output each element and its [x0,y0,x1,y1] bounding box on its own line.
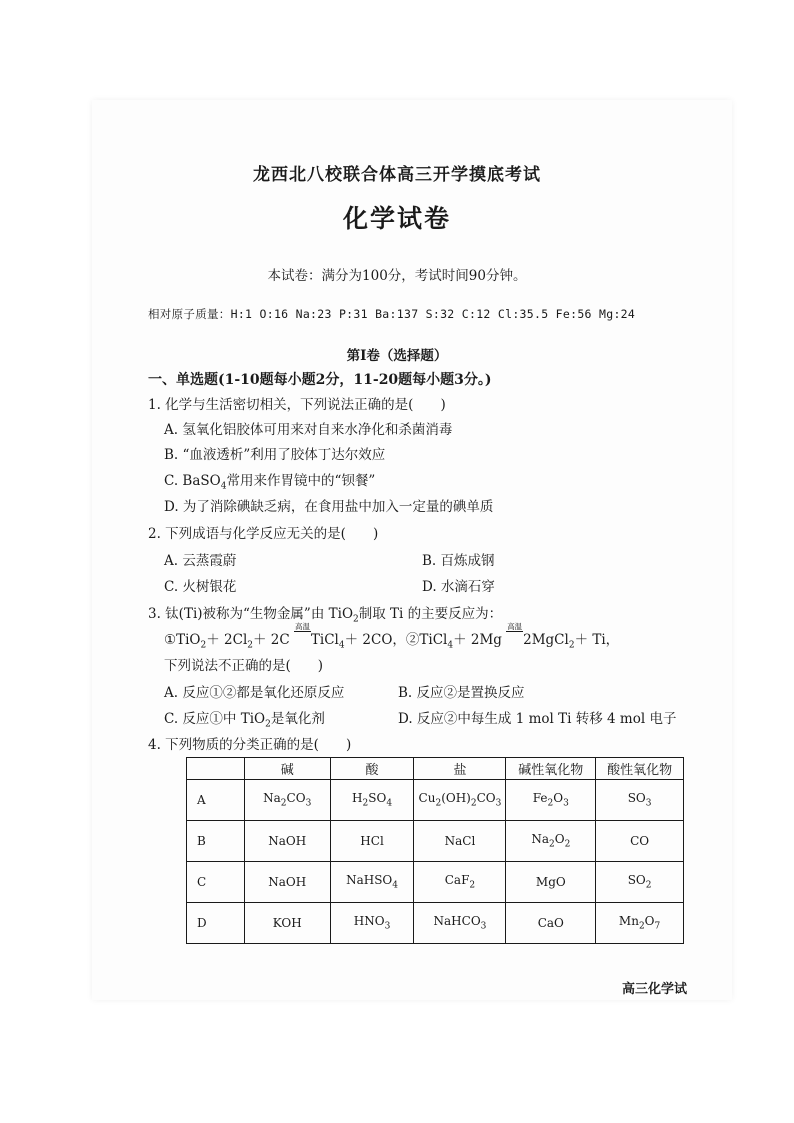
table-row [187,780,684,821]
row-label: B [187,821,245,862]
row-label: C [187,862,245,903]
q3-option-a: A. 反应①②都是氧化还原反应 [164,685,345,701]
table-header-cell: 碱性氧化物 [506,758,596,780]
q3-option-b: B. 反应②是置换反应 [398,685,525,701]
row-label: A [187,780,245,821]
table-header-cell: 酸 [330,758,414,780]
q3-equation: ①TiO$_2$＋ $2Cl_2+ 2C$ 高温 TiCl$_4$＋ 2CO，②TiCl$_4$＋ 2Mg 高温 2MgCl$_2$＋ Ti， [164,622,620,651]
q1-option-c: C. BaSO$_4$常用来作胃镜中的“钡餐” [164,473,376,492]
formula-cell: NaOH [244,821,330,862]
table-header-cell: 盐 [414,758,506,780]
formula-cell: $Mn_2O_7$ [596,903,684,944]
q2-option-d: D. 水滴石穿 [422,579,495,595]
formula-cell: CaO [506,903,596,944]
formula-cell: $SO_2$ [596,862,684,903]
table-header-cell: 酸性氧化物 [596,758,684,780]
q2-option-c: C. 火树银花 [164,579,237,595]
q1-option-a: A. 氢氧化铝胶体可用来对自来水净化和杀菌消毒 [164,422,453,438]
q3-option-c: C. 反应①中 TiO$_2$是氧化剂 [164,711,325,730]
table-header-row [187,758,684,780]
q3-stem: 3. 钛(Ti)被称为“生物金属”由 TiO$_2$制取 Ti 的主要反应为： [148,606,503,625]
reaction-condition-2: 高温 [507,622,523,631]
formula-cell: NaHCO$_3$ [414,903,506,944]
formula-cell: HCl [330,821,414,862]
q2-stem: 2. 下列成语与化学反应无关的是( ) [148,526,379,542]
school-title: 龙西北八校联合体高三开学摸底考试 [253,165,541,185]
q4-stem: 4. 下列物质的分类正确的是( ) [148,737,352,753]
formula-cell: NaCl [414,821,506,862]
formula-cell: MgO [506,862,596,903]
reaction-condition-1: 高温 [294,622,310,631]
formula-cell: $Na_2CO_3$ [244,780,330,821]
formula-cell: NaOH [244,862,330,903]
q1-stem: 1. 化学与生活密切相关，下列说法正确的是( ) [148,397,446,413]
formula-cell: $Na_2O_2$ [506,821,596,862]
atomic-masses: 相对原子质量：H:1 O:16 Na:23 P:31 Ba:137 S:32 C:12 Cl:35.5 Fe:56 Mg:24 [148,307,636,321]
row-label: D [187,903,245,944]
q2-option-b: B. 百炼成钢 [422,553,495,569]
page-footer: 高三化学试 [622,982,688,997]
table-row [187,862,684,903]
formula-cell: CO [596,821,684,862]
volume-title: 第Ⅰ卷（选择题） [346,348,448,364]
formula-cell: $H_2SO_4$ [330,780,414,821]
table-header-cell [187,758,245,780]
subject-title: 化学试卷 [342,204,451,233]
table-header-cell: 碱 [244,758,330,780]
q1-option-b: B. “血液透析”利用了胶体丁达尔效应 [164,447,386,463]
table-row [187,821,684,862]
q3-option-d: D. 反应②中每生成 1 mol Ti 转移 4 mol 电子 [398,711,677,727]
formula-cell: NaHSO$_4$ [330,862,414,903]
formula-cell: $Fe_2O_3$ [506,780,596,821]
formula-cell: $Cu_2(OH)_2CO_3$ [414,780,506,821]
formula-cell: $HNO_3$ [330,903,414,944]
table-row [187,903,684,944]
section-title: 一、单选题(1-10题每小题2分，11-20题每小题3分。) [148,372,492,388]
q3-note: 下列说法不正确的是( ) [164,658,324,674]
formula-cell: KOH [244,903,330,944]
exam-info: 本试卷：满分为100分，考试时间90分钟。 [267,268,527,284]
q2-option-a: A. 云蒸霞蔚 [164,553,237,569]
q1-option-d: D. 为了消除碘缺乏病，在食用盐中加入一定量的碘单质 [164,499,494,515]
formula-cell: $SO_3$ [596,780,684,821]
classification-table [186,757,684,944]
formula-cell: CaF$_2$ [414,862,506,903]
